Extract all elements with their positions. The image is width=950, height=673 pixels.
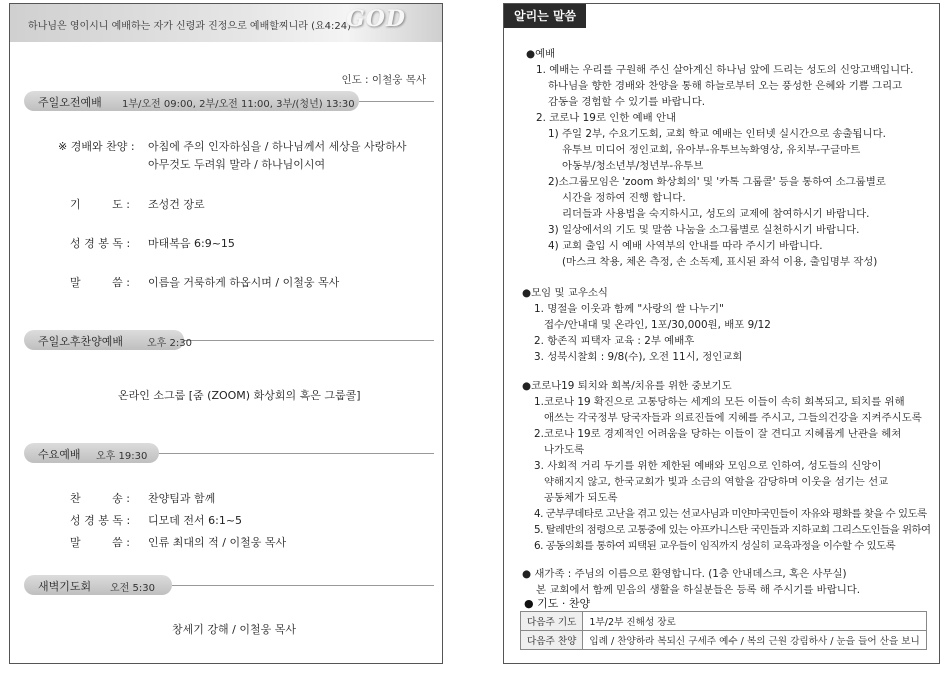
item-label: 성 경 봉 독 : — [70, 237, 131, 250]
notice-line: 애쓰는 각국정부 당국자들과 의료진들에 지혜를 주시고, 그들의건강을 지켜주시도록 — [544, 412, 922, 424]
notice-line: 공동체가 되도록 — [544, 492, 618, 504]
notice-line: 1. 예배는 우리를 구원해 주신 살아계신 하나님 앞에 드리는 성도의 신앙고백입니다. — [536, 64, 914, 76]
item-value: 아침에 주의 인자하심을 / 하나님께서 세상을 사랑하사 — [148, 140, 407, 153]
notice-line: 하나님을 향한 경배와 찬양을 통해 하늘로부터 오는 풍성한 은혜와 기쁨 그리고 — [548, 80, 903, 92]
notice-line: 유투브 미디어 정인교회, 유아부-유투브녹화영상, 유치부-구글마트 — [562, 144, 861, 156]
section-title: 주일오후찬양예배 — [38, 335, 124, 348]
notice-line: 시간을 정하여 진행 합니다. — [562, 192, 686, 204]
worship-heading: ● 기도 · 찬양 — [524, 597, 591, 610]
table-row — [521, 631, 927, 650]
section-time: 오전 5:30 — [110, 583, 155, 594]
worship-order-panel — [9, 3, 443, 664]
table-key: 다음주 기도 — [521, 612, 583, 631]
table-value: 1부/2부 진해성 장로 — [583, 612, 926, 631]
header-banner — [10, 4, 442, 42]
dawn-note: 창세기 강해 / 이철웅 목사 — [172, 623, 296, 636]
notice-line: 4) 교회 출입 시 예배 사역부의 안내를 따라 주시기 바랍니다. — [548, 240, 823, 252]
item-label: 기 도 : — [70, 198, 130, 211]
next-week-table — [520, 611, 927, 650]
table-row — [521, 612, 927, 631]
notice-line: 1) 주일 2부, 수요기도회, 교회 학교 예배는 인터넷 실시간으로 송출됩니다. — [548, 128, 886, 140]
notice-line: 나가도록 — [544, 444, 585, 456]
leader-text: 인도 : 이철웅 목사 — [341, 74, 426, 86]
item-label: ※ 경배와 찬양 : — [58, 140, 135, 153]
divider — [172, 585, 434, 586]
notice-line: 3. 사회적 거리 두기를 위한 제한된 예배와 모임으로 인하여, 성도들의 신앙이 — [534, 460, 882, 472]
section-dawn-prayer — [24, 575, 434, 595]
section-title: 수요예배 — [38, 448, 81, 461]
item-label: 찬 송 : — [70, 492, 130, 505]
notice-line: 약해지지 않고, 한국교회가 빛과 소금의 역할을 감당하며 이웃을 섬기는 선교 — [544, 476, 889, 488]
item-value: 디모데 전서 6:1~5 — [148, 514, 243, 527]
notice-line: (마스크 착용, 체온 측정, 손 소독제, 표시된 좌석 이용, 출입명부 작성) — [562, 256, 878, 268]
notices-panel — [503, 3, 940, 664]
table-key: 다음주 찬양 — [521, 631, 583, 650]
table-value: 입례 / 찬양하라 복되신 구세주 예수 / 복의 근원 강림하사 / 눈을 들어 산을 보니 — [583, 631, 926, 650]
notice-line: 4. 군부쿠데타로 고난을 겪고 있는 선교사님과 미얀마국민들이 자유와 평화를 찾을 수 있도록 — [534, 508, 927, 520]
notice-line: 2)소그룹모임은 'zoom 화상회의' 및 '카톡 그룹콜' 등을 통하여 소그룹별로 — [548, 176, 886, 188]
item-label: 성 경 봉 독 : — [70, 514, 131, 527]
notices-tab: 알리는 말씀 — [504, 4, 586, 28]
notice-line: 2. 항존직 피택자 교육 : 2부 예배후 — [534, 335, 695, 347]
item-value: 조성건 장로 — [148, 198, 205, 211]
divider — [159, 453, 434, 454]
item-value: 이름을 거룩하게 하옵시며 / 이철웅 목사 — [148, 276, 340, 289]
item-label: 말 씀 : — [70, 536, 130, 549]
notice-line: 6. 공동의회를 통하여 피택된 교우들이 임직까지 성실히 교육과정을 이수할 수 있도록 — [534, 540, 896, 552]
section-times: 1부/오전 09:00, 2부/오전 11:00, 3부/(청년) 13:30 — [122, 99, 355, 110]
motto-text: 하나님은 영이시니 예배하는 자가 신령과 진정으로 예배할찌니라 (요4:24) — [28, 21, 351, 32]
notice-line: ● 새가족 : 주님의 이름으로 환영합니다. (1층 안내데스크, 혹은 사무실) — [522, 568, 847, 580]
divider — [184, 340, 434, 341]
notice-line: 5. 탈레반의 점령으로 고통중에 있는 아프카니스탄 국민들과 지하교회 그리스도인들을 위하여 — [534, 524, 931, 536]
section-time: 오후 19:30 — [96, 451, 148, 462]
notice-line: 본 교회에서 함께 믿음의 생활을 하실분들은 등록 해 주시기를 바랍니다. — [536, 584, 861, 596]
item-value: 마태복음 6:9~15 — [148, 237, 235, 250]
notice-line: ●모임 및 교우소식 — [522, 287, 608, 299]
item-value: 찬양팀과 함께 — [148, 492, 216, 505]
notice-line: 감동을 경험할 수 있기를 바랍니다. — [548, 96, 706, 108]
item-value: 인류 최대의 적 / 이철웅 목사 — [148, 536, 287, 549]
section-time: 오후 2:30 — [147, 338, 192, 349]
god-logo: GOD — [345, 6, 406, 32]
notice-line: 3) 일상에서의 기도 및 말씀 나눔을 소그룹별로 실천하시기 바랍니다. — [548, 224, 860, 236]
notice-line: 2.코로나 19로 경제적인 어려움을 당하는 이들이 잘 견디고 지혜롭게 난관을 헤쳐 — [534, 428, 902, 440]
notice-line: ●코로나19 퇴치와 회복/치유를 위한 중보기도 — [522, 380, 732, 392]
online-group-note: 온라인 소그룹 [줌 (ZOOM) 화상회의 혹은 그룹콜] — [118, 389, 361, 402]
notice-line: 2. 코로나 19로 인한 예배 안내 — [536, 112, 677, 124]
item-label: 말 씀 : — [70, 276, 130, 289]
notice-line: 1.코로나 19 확진으로 고통당하는 세계의 모든 이들이 속히 회복되고, 퇴치를 위해 — [534, 396, 905, 408]
notice-line: 아동부/청소년부/청년부-유투브 — [562, 160, 704, 172]
section-sunday-morning — [24, 91, 434, 111]
notice-line: 1. 명절을 이웃과 함께 "사랑의 쌀 나누기" — [534, 303, 724, 315]
notice-line: ●예배 — [526, 48, 556, 60]
notice-line: 3. 성북시찰회 : 9/8(수), 오전 11시, 정인교회 — [534, 351, 743, 363]
section-title: 새벽기도회 — [38, 580, 92, 593]
section-title: 주일오전예배 — [38, 96, 102, 109]
section-sunday-afternoon — [24, 330, 434, 350]
notice-line: 리더들과 사용법을 숙지하시고, 성도의 교제에 참여하시기 바랍니다. — [562, 208, 870, 220]
divider — [359, 101, 434, 102]
notice-line: 접수/안내대 및 온라인, 1포/30,000원, 배포 9/12 — [544, 319, 771, 331]
section-wednesday — [24, 443, 434, 463]
item-value: 아무것도 두려워 말라 / 하나님이시여 — [148, 158, 326, 171]
